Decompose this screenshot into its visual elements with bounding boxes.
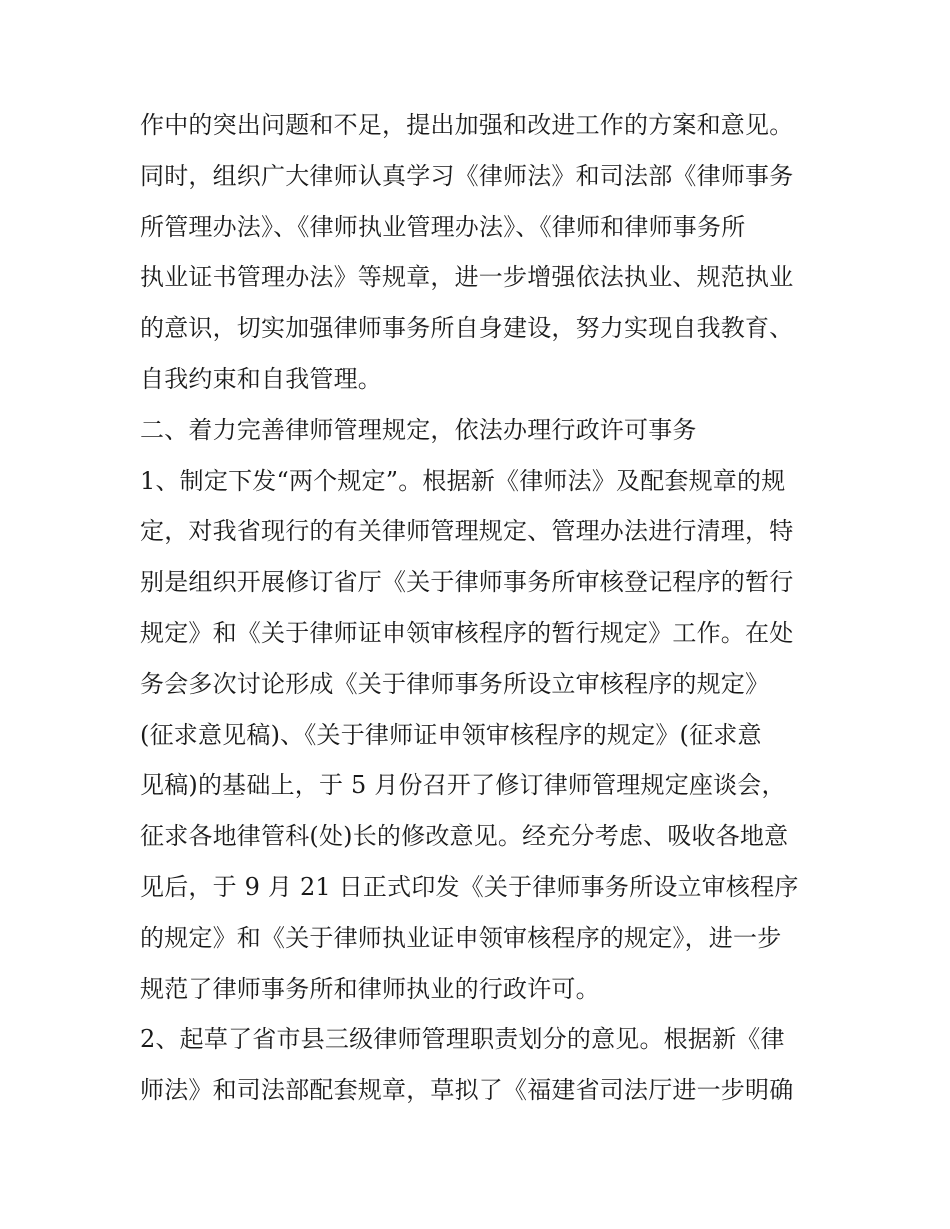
body-line: 自我约束和自我管理。 xyxy=(140,364,382,393)
body-line: 征求各地律管科(处)长的修改意见。经充分考虑、吸收各地意 xyxy=(140,822,789,851)
body-line: 务会多次讨论形成《关于律师事务所设立审核程序的规定》 xyxy=(140,669,770,698)
document-body xyxy=(140,100,820,1116)
body-line: 规定》和《关于律师证申领审核程序的暂行规定》工作。在处 xyxy=(140,618,794,647)
body-line: 的规定》和《关于律师执业证申领审核程序的规定》，进一步 xyxy=(140,923,782,952)
body-line: 见稿)的基础上，于 5 月份召开了修订律师管理规定座谈会， xyxy=(140,771,786,800)
body-line: 的意识，切实加强律师事务所自身建设，努力实现自我教育、 xyxy=(140,314,794,343)
body-line: 定，对我省现行的有关律师管理规定、管理办法进行清理，特 xyxy=(140,517,794,546)
body-line: (征求意见稿)、《关于律师证申领审核程序的规定》(征求意 xyxy=(140,720,762,749)
body-line: 规范了律师事务所和律师执业的行政许可。 xyxy=(140,974,600,1003)
body-line: 师法》和司法部配套规章，草拟了《福建省司法厅进一步明确 xyxy=(140,1076,794,1105)
body-line: 别是组织开展修订省厅《关于律师事务所审核登记程序的暂行 xyxy=(140,568,794,597)
body-line: 所管理办法》、《律师执业管理办法》、《律师和律师事务所 xyxy=(140,212,746,241)
body-line: 同时，组织广大律师认真学习《律师法》和司法部《律师事务 xyxy=(140,161,794,190)
body-line: 作中的突出问题和不足，提出加强和改进工作的方案和意见。 xyxy=(140,111,794,139)
section-heading: 二、着力完善律师管理规定，依法办理行政许可事务 xyxy=(140,415,697,444)
body-line: 1、制定下发“两个规定”。根据新《律师法》及配套规章的规 xyxy=(140,466,786,495)
body-line: 见后，于 9 月 21 日正式印发《关于律师事务所设立审核程序 xyxy=(140,872,799,901)
body-line: 执业证书管理办法》等规章，进一步增强依法执业、规范执业 xyxy=(140,263,794,292)
body-line: 2、起草了省市县三级律师管理职责划分的意见。根据新《律 xyxy=(140,1025,785,1054)
